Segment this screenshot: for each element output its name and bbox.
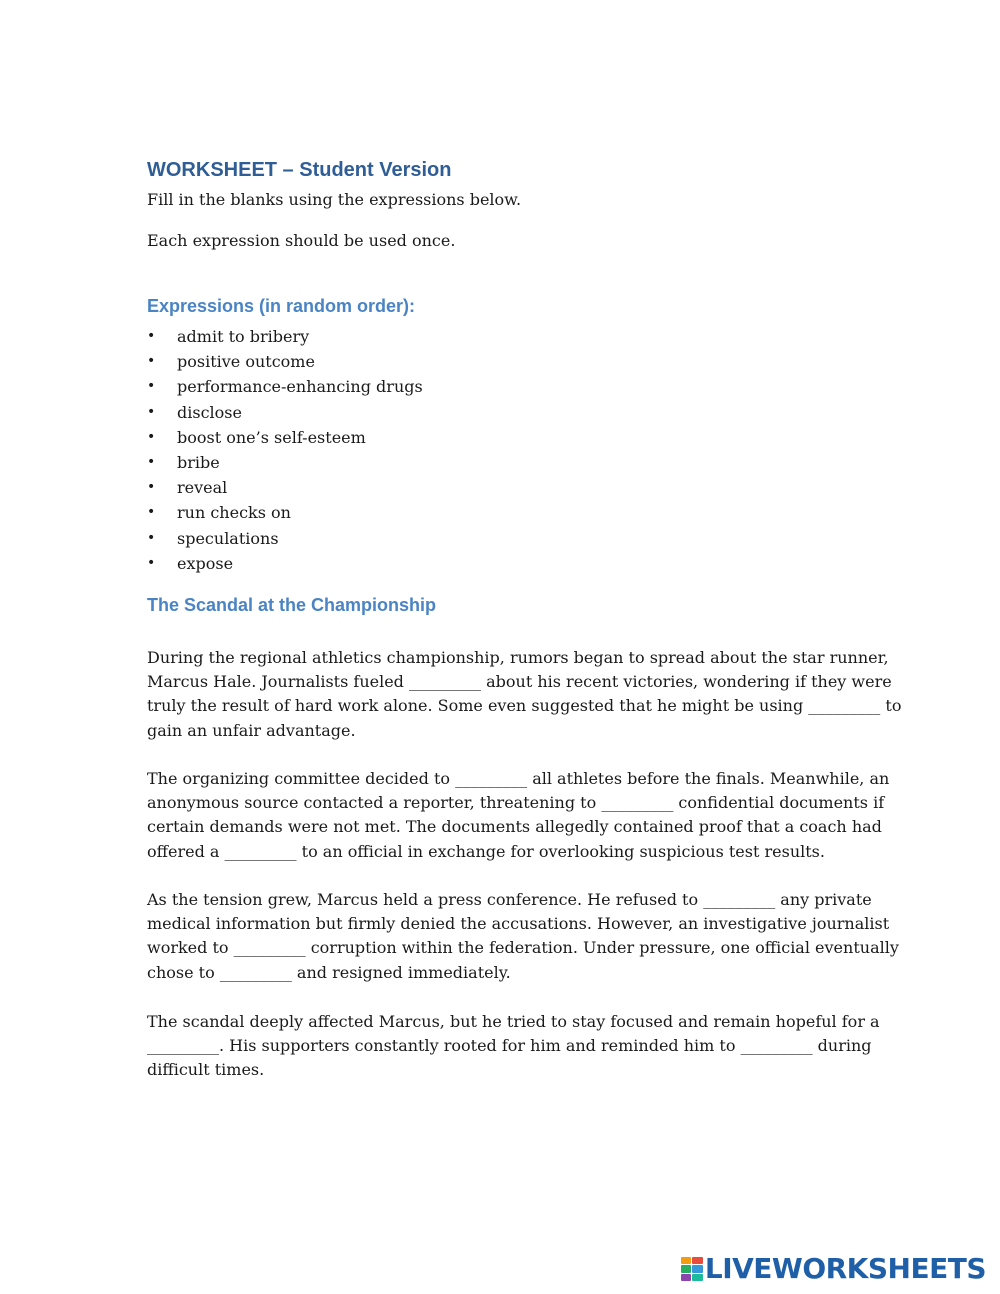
story-line (147, 646, 901, 670)
story-text: medical information but firmly denied the accusations. However, an investigative journalist (147, 914, 890, 934)
expression-item (147, 526, 423, 551)
story-line (147, 1034, 880, 1058)
expression-text: expose (177, 553, 234, 573)
answer-blank[interactable]: _________ (601, 793, 674, 813)
story-text: Marcus Hale. Journalists fueled (147, 672, 410, 692)
bullet-icon: • (147, 554, 156, 571)
expression-text: speculations (177, 528, 279, 548)
expression-text: admit to bribery (177, 327, 310, 346)
bullet-icon: • (147, 453, 156, 470)
story-text: The organizing committee decided to (147, 769, 456, 788)
expression-text: boost one’s self-esteem (177, 427, 366, 447)
story-text: gain an unfair advantage. (147, 720, 356, 740)
expression-text: reveal (177, 478, 228, 498)
logo-square (692, 1274, 703, 1281)
logo-square (681, 1274, 692, 1281)
bullet-icon: • (147, 428, 156, 445)
liveworksheets-logo-text: LIVEWORKSHEETS (704, 1252, 986, 1285)
story-text: about his recent victories, wondering if they were (481, 672, 892, 692)
story-paragraph-4 (147, 1010, 880, 1083)
logo-square (692, 1257, 703, 1264)
story-text: certain demands were not met. The documents allegedly contained proof that a coach had (147, 817, 882, 837)
bullet-icon: • (147, 403, 156, 420)
bullet-icon: • (147, 328, 156, 344)
story-text: and resigned immediately. (291, 962, 511, 982)
story-text: to (880, 696, 902, 716)
expression-text: disclose (177, 402, 242, 422)
story-text: difficult times. (147, 1060, 265, 1080)
story-line (147, 694, 901, 718)
instruction-use-once: Each expression should be used once. (147, 231, 456, 250)
story-text: truly the result of hard work alone. Some even suggested that he might be using (147, 696, 809, 716)
answer-blank[interactable]: _________ (455, 769, 528, 788)
story-paragraph-3 (147, 888, 899, 985)
story-text: corruption within the federation. Under pressure, one official eventually (305, 938, 899, 958)
story-line (147, 1058, 880, 1082)
expression-text: run checks on (177, 503, 291, 523)
expression-text: bribe (177, 452, 220, 472)
bullet-icon: • (147, 504, 156, 521)
answer-blank[interactable]: _________ (740, 1036, 813, 1056)
instruction-fill-blanks: Fill in the blanks using the expressions below. (147, 190, 522, 209)
expressions-list (147, 324, 423, 576)
expression-text: performance-enhancing drugs (177, 377, 423, 397)
story-text: anonymous source contacted a reporter, threatening to (147, 793, 602, 813)
answer-blank[interactable]: _________ (233, 938, 306, 958)
expression-text: positive outcome (177, 352, 315, 372)
answer-blank[interactable]: _________ (219, 962, 292, 982)
expression-item (147, 500, 423, 525)
story-text: confidential documents if (673, 793, 885, 813)
story-text: all athletes before the finals. Meanwhile, an (527, 769, 890, 788)
liveworksheets-logo-icon (681, 1257, 703, 1281)
logo-square (692, 1265, 703, 1272)
expressions-heading: Expressions (in random order): (147, 296, 416, 316)
story-text: during (812, 1036, 872, 1056)
story-text: any private (775, 890, 872, 909)
answer-blank[interactable]: _________ (808, 696, 881, 716)
bullet-icon: • (147, 479, 156, 496)
story-text: . His supporters constantly rooted for him and reminded him to (219, 1036, 741, 1056)
story-line (147, 961, 899, 985)
story-line (147, 815, 889, 839)
story-line (147, 767, 889, 791)
answer-blank[interactable]: _________ (703, 890, 776, 909)
story-line (147, 888, 899, 912)
story-text: The scandal deeply affected Marcus, but he tried to stay focused and remain hopeful for a (147, 1012, 880, 1031)
story-line (147, 840, 889, 864)
story-text: During the regional athletics championship, rumors began to spread about the star runner, (147, 648, 889, 667)
expression-item (147, 374, 423, 399)
bullet-icon: • (147, 529, 156, 546)
story-line (147, 791, 889, 815)
answer-blank[interactable]: _________ (147, 1036, 219, 1056)
story-line (147, 912, 899, 936)
expression-item (147, 324, 423, 349)
answer-blank[interactable]: _________ (409, 672, 482, 692)
answer-blank[interactable]: _________ (224, 841, 297, 861)
story-text: offered a (147, 841, 225, 861)
story-heading: The Scandal at the Championship (147, 595, 437, 615)
liveworksheets-logo (681, 1254, 986, 1284)
expression-item (147, 475, 423, 500)
story-text: As the tension grew, Marcus held a press conference. He refused to (147, 890, 704, 909)
story-text: worked to (147, 938, 234, 958)
story-line (147, 719, 901, 743)
logo-square (681, 1265, 692, 1272)
story-text: chose to (147, 962, 220, 982)
story-paragraph-2 (147, 767, 889, 864)
expression-item (147, 400, 423, 425)
expression-item (147, 425, 423, 450)
bullet-icon: • (147, 353, 156, 370)
worksheet-title: WORKSHEET – Student Version (147, 159, 452, 181)
logo-square (681, 1257, 692, 1264)
bullet-icon: • (147, 378, 156, 395)
expression-item (147, 450, 423, 475)
expression-item (147, 551, 423, 576)
story-paragraph-1 (147, 646, 901, 743)
expression-item (147, 349, 423, 374)
story-line (147, 936, 899, 960)
story-text: to an official in exchange for overlooking suspicious test results. (296, 841, 825, 861)
story-line (147, 670, 901, 694)
story-line (147, 1010, 880, 1034)
